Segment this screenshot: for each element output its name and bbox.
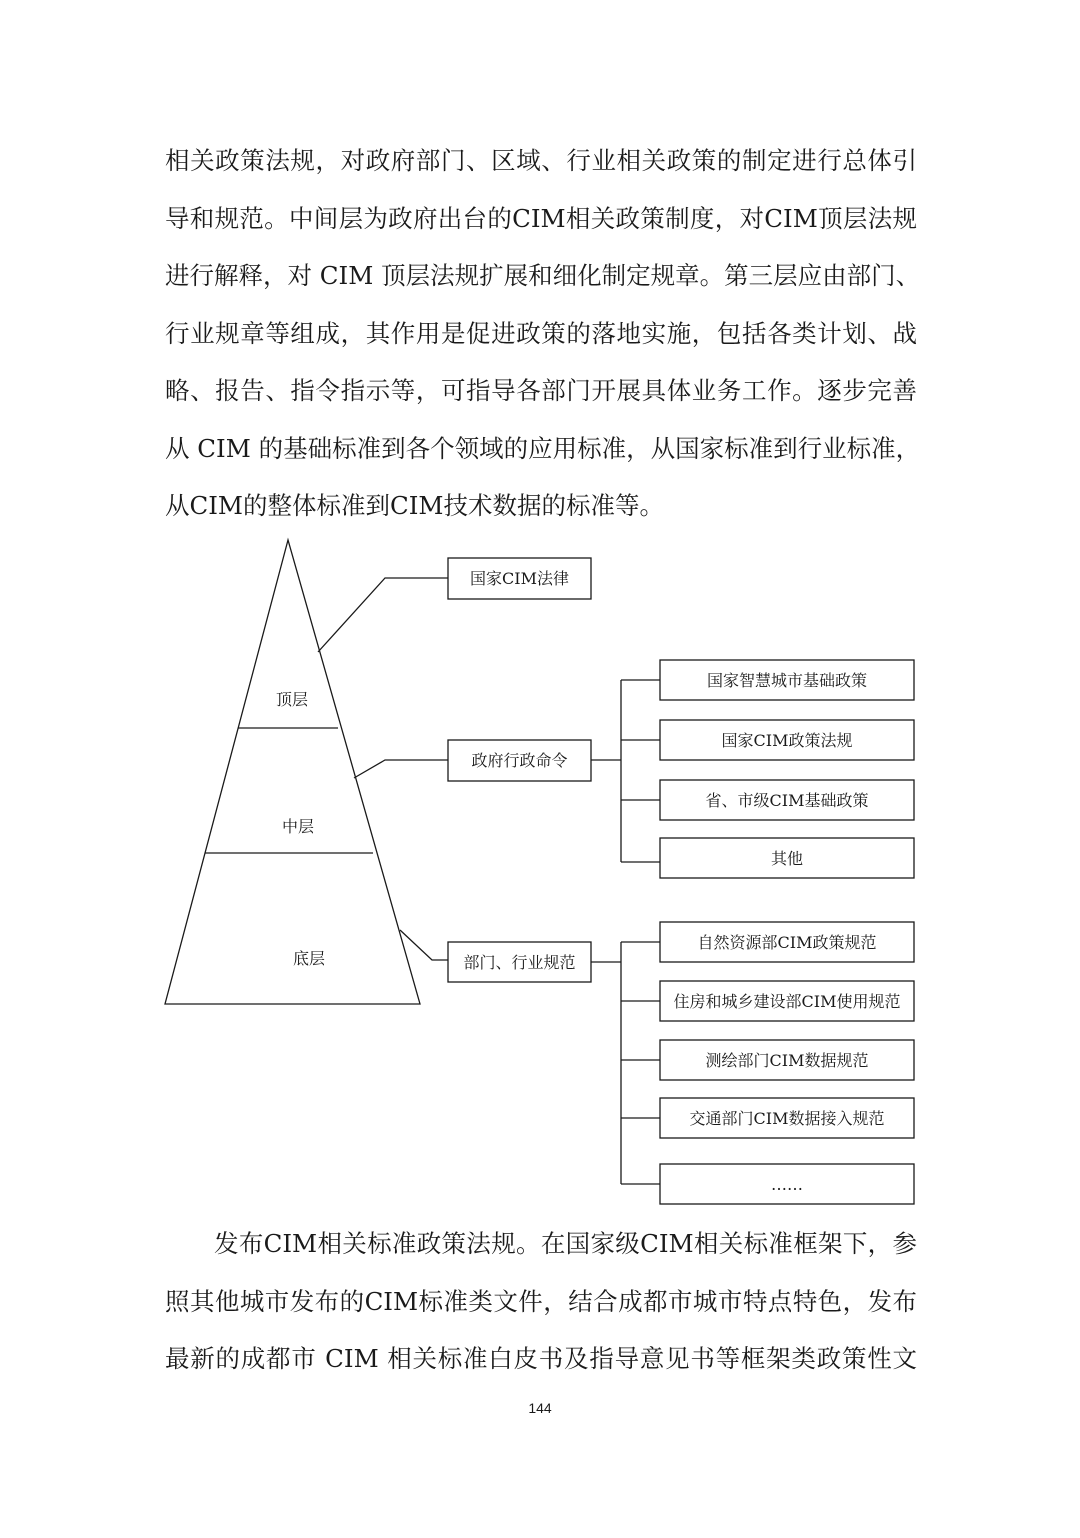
- text-line: 导和规范。中间层为政府出台的CIM相关政策制度，对CIM顶层法规: [165, 203, 917, 233]
- text-line: 照其他城市发布的CIM标准类文件，结合成都市城市特点特色，发布: [165, 1286, 917, 1316]
- text-line: 略、报告、指令指示等，可指导各部门开展具体业务工作。逐步完善: [165, 376, 917, 405]
- text-line: 相关政策法规，对政府部门、区域、行业相关政策的制定进行总体引: [165, 146, 917, 175]
- label-bottom-child: 自然资源部CIM政策规范: [697, 933, 877, 952]
- label-middle-child: 国家CIM政策法规: [721, 731, 853, 750]
- text-line: 行业规章等组成，其作用是促进政策的落地实施，包括各类计划、战: [165, 318, 917, 348]
- connector-bottom: [400, 930, 448, 960]
- label-bottom-child: 测绘部门CIM数据规范: [705, 1051, 869, 1070]
- label-department-standards: 部门、行业规范: [463, 953, 576, 972]
- page-number: 144: [528, 1400, 552, 1416]
- connector-top: [318, 578, 448, 652]
- label-bottom-child: 住房和城乡建设部CIM使用规范: [673, 992, 901, 1011]
- text-line: 从 CIM 的基础标准到各个领域的应用标准，从国家标准到行业标准，: [165, 433, 921, 463]
- connector-middle: [354, 760, 448, 778]
- text-line: 发布CIM相关标准政策法规。在国家级CIM相关标准框架下，参: [214, 1229, 917, 1258]
- pyramid-outline: [165, 540, 420, 1004]
- label-bottom-child: 交通部门CIM数据接入规范: [689, 1109, 885, 1128]
- label-middle-child: 其他: [770, 849, 804, 868]
- pyramid-label-bottom: 底层: [292, 949, 326, 968]
- pyramid-label-middle: 中层: [281, 817, 315, 836]
- text-line: 最新的成都市 CIM 相关标准白皮书及指导意见书等框架类政策性文: [165, 1344, 917, 1373]
- label-government-order: 政府行政命令: [471, 751, 568, 770]
- text-line: 从CIM的整体标准到CIM技术数据的标准等。: [165, 491, 665, 520]
- label-national-cim-law: 国家CIM法律: [470, 569, 569, 588]
- pyramid-label-top: 顶层: [275, 690, 309, 709]
- body-paragraph-bottom: [165, 1215, 917, 1388]
- label-bottom-child: ……: [771, 1175, 803, 1194]
- text-line: 进行解释，对 CIM 顶层法规扩展和细化制定规章。第三层应由部门、: [165, 261, 921, 290]
- label-middle-child: 国家智慧城市基础政策: [706, 671, 868, 690]
- label-middle-child: 省、市级CIM基础政策: [705, 791, 869, 810]
